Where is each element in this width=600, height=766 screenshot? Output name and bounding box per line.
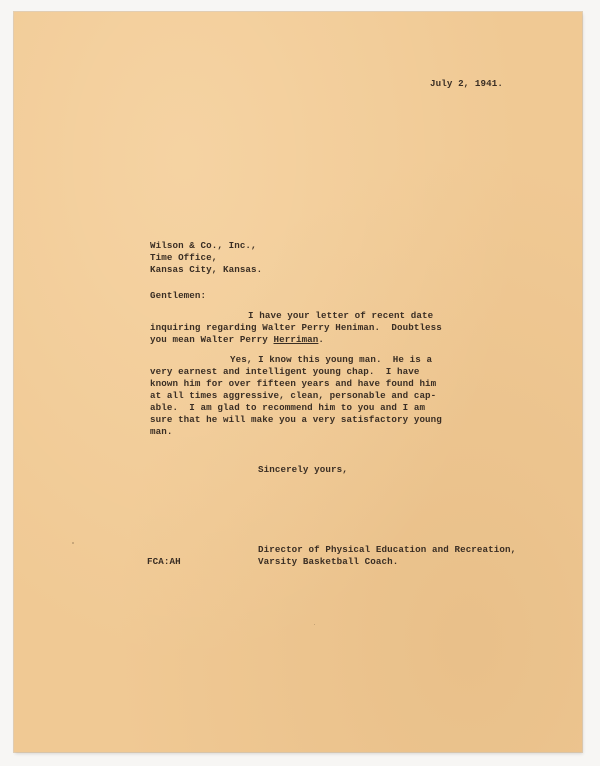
- paragraph2-line-5: able. I am glad to recommend him to you and I am: [150, 402, 426, 413]
- paragraph1-line-3-suffix: .: [318, 334, 325, 345]
- recipient-line-2: Time Office,: [150, 252, 218, 263]
- paper-speck: [72, 542, 74, 544]
- paper-speck: [314, 624, 315, 625]
- paragraph2-line-4: at all times aggressive, clean, personable and cap-: [150, 390, 437, 401]
- paragraph1-line-3-prefix: you mean Walter Perry: [150, 334, 274, 345]
- typist-initials: FCA:AH: [147, 556, 181, 567]
- paragraph1-line-2: inquiring regarding Walter Perry Heniman. Doubtless: [150, 322, 442, 333]
- recipient-line-1: Wilson & Co., Inc.,: [150, 240, 257, 251]
- letter-date: July 2, 1941.: [430, 78, 503, 89]
- paragraph1-line-3: [150, 334, 324, 346]
- salutation: Gentlemen:: [150, 290, 207, 301]
- signature-title-line-2: Varsity Basketball Coach.: [258, 556, 399, 567]
- paragraph2-line-2: very earnest and intelligent young chap. I have: [150, 366, 420, 377]
- corrected-name: Herriman: [273, 334, 319, 345]
- signature-title-line-1: Director of Physical Education and Recreation,: [258, 544, 517, 555]
- paragraph2-line-6: sure that he will make you a very satisfactory young: [150, 414, 442, 425]
- letter-page: [14, 12, 582, 752]
- closing: Sincerely yours,: [258, 464, 348, 475]
- recipient-line-3: Kansas City, Kansas.: [150, 264, 263, 275]
- paragraph2-line-7: man.: [150, 426, 173, 437]
- paragraph2-line-1: Yes, I know this young man. He is a: [230, 354, 433, 365]
- paragraph1-line-1: I have your letter of recent date: [248, 310, 434, 321]
- paragraph2-line-3: known him for over fifteen years and have found him: [150, 378, 437, 389]
